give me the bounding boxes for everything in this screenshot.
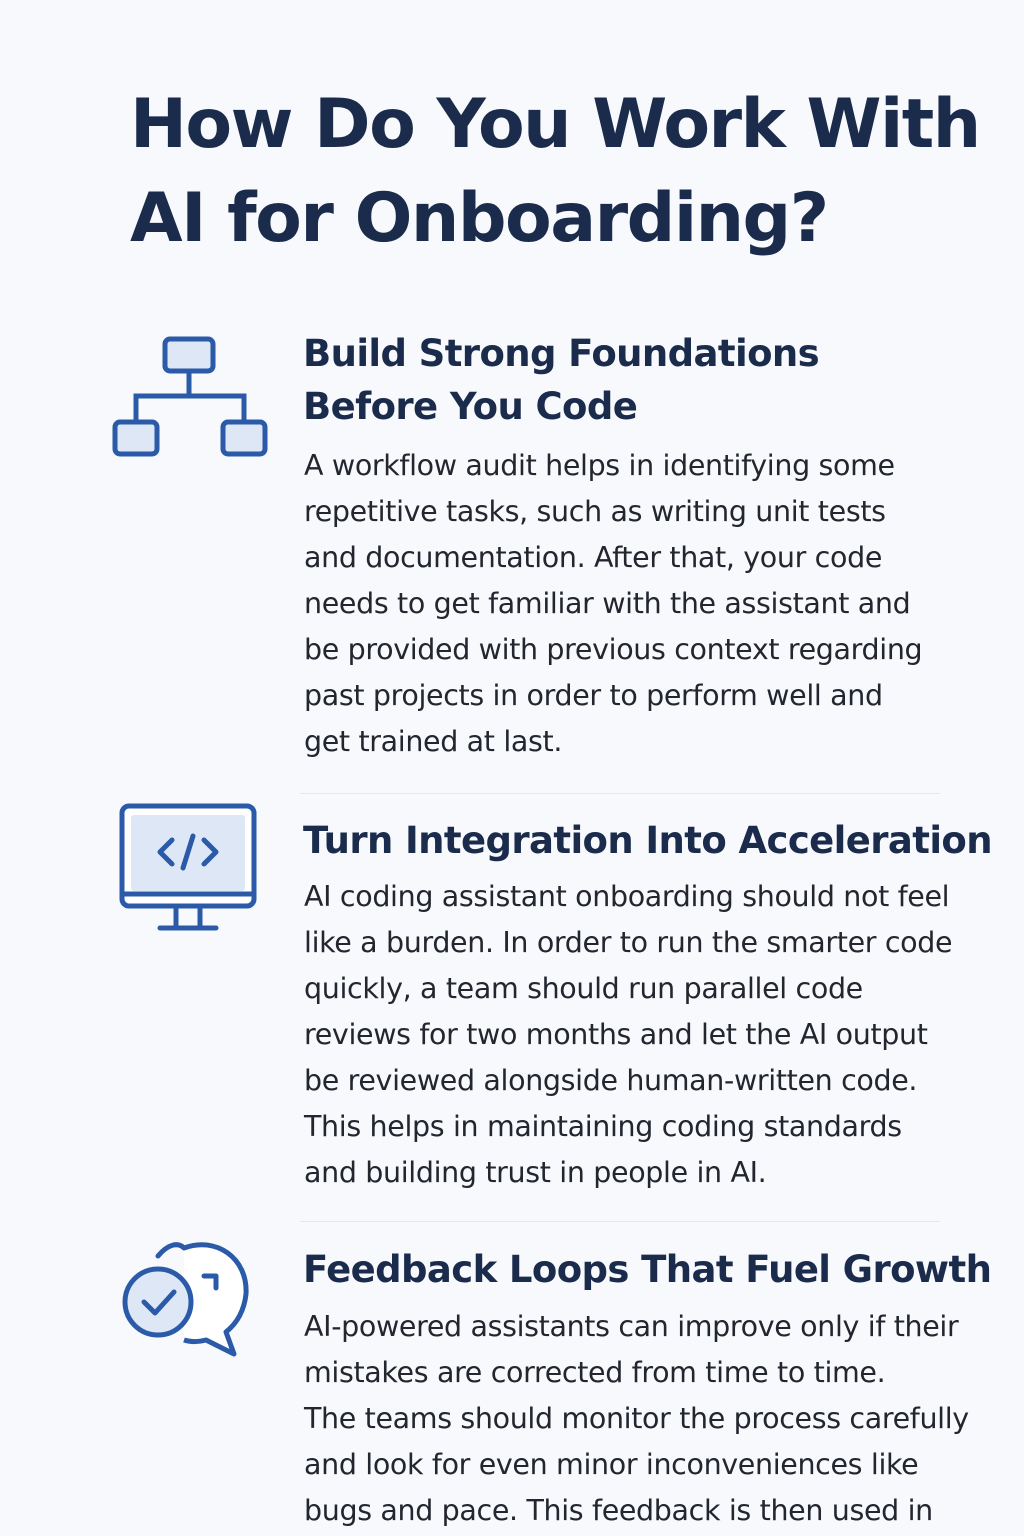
- section-heading: [303, 327, 819, 433]
- page-title: [130, 78, 990, 266]
- section-body: [304, 1304, 1004, 1534]
- section-heading-line: Turn Integration Into Acceleration: [303, 819, 992, 862]
- body-line: past projects in order to perform well and: [304, 679, 883, 712]
- body-line: needs to get familiar with the assistant and: [304, 587, 911, 620]
- body-line: be reviewed alongside human-written code.: [304, 1064, 918, 1097]
- feedback-chat-check-icon: [120, 1236, 256, 1360]
- body-line: A workflow audit helps in identifying some: [304, 449, 895, 482]
- page-title-line: How Do You Work With: [130, 85, 980, 164]
- section-heading-line: Feedback Loops That Fuel Growth: [303, 1248, 992, 1291]
- body-line: and look for even minor inconveniences like: [304, 1448, 919, 1481]
- body-line: The teams should monitor the process carefully: [304, 1402, 969, 1435]
- body-line: and documentation. After that, your code: [304, 541, 883, 574]
- section-body: [304, 443, 1004, 765]
- body-line: like a burden. In order to run the smarter code: [304, 926, 953, 959]
- body-line: quickly, a team should run parallel code: [304, 972, 863, 1005]
- section-divider: [300, 793, 940, 794]
- section-heading: [303, 1243, 991, 1296]
- section-heading-line: Before You Code: [303, 385, 638, 428]
- body-line: reviews for two months and let the AI output: [304, 1018, 928, 1051]
- body-line: This helps in maintaining coding standards: [304, 1110, 902, 1143]
- body-line: repetitive tasks, such as writing unit tests: [304, 495, 886, 528]
- flowchart-icon: [112, 336, 270, 460]
- code-monitor-icon: [118, 802, 260, 936]
- section-divider: [300, 1221, 940, 1222]
- body-line: AI-powered assistants can improve only if their: [304, 1310, 959, 1343]
- body-line: and building trust in people in AI.: [304, 1156, 767, 1189]
- section-heading: [303, 814, 992, 867]
- body-line: bugs and pace. This feedback is then used in: [304, 1494, 933, 1527]
- section-heading-line: Build Strong Foundations: [303, 332, 820, 375]
- page-title-line: AI for Onboarding?: [130, 179, 828, 258]
- body-line: get trained at last.: [304, 725, 563, 758]
- body-line: AI coding assistant onboarding should not feel: [304, 880, 950, 913]
- section-body: [304, 874, 1004, 1196]
- body-line: mistakes are corrected from time to time.: [304, 1356, 886, 1389]
- body-line: be provided with previous context regarding: [304, 633, 923, 666]
